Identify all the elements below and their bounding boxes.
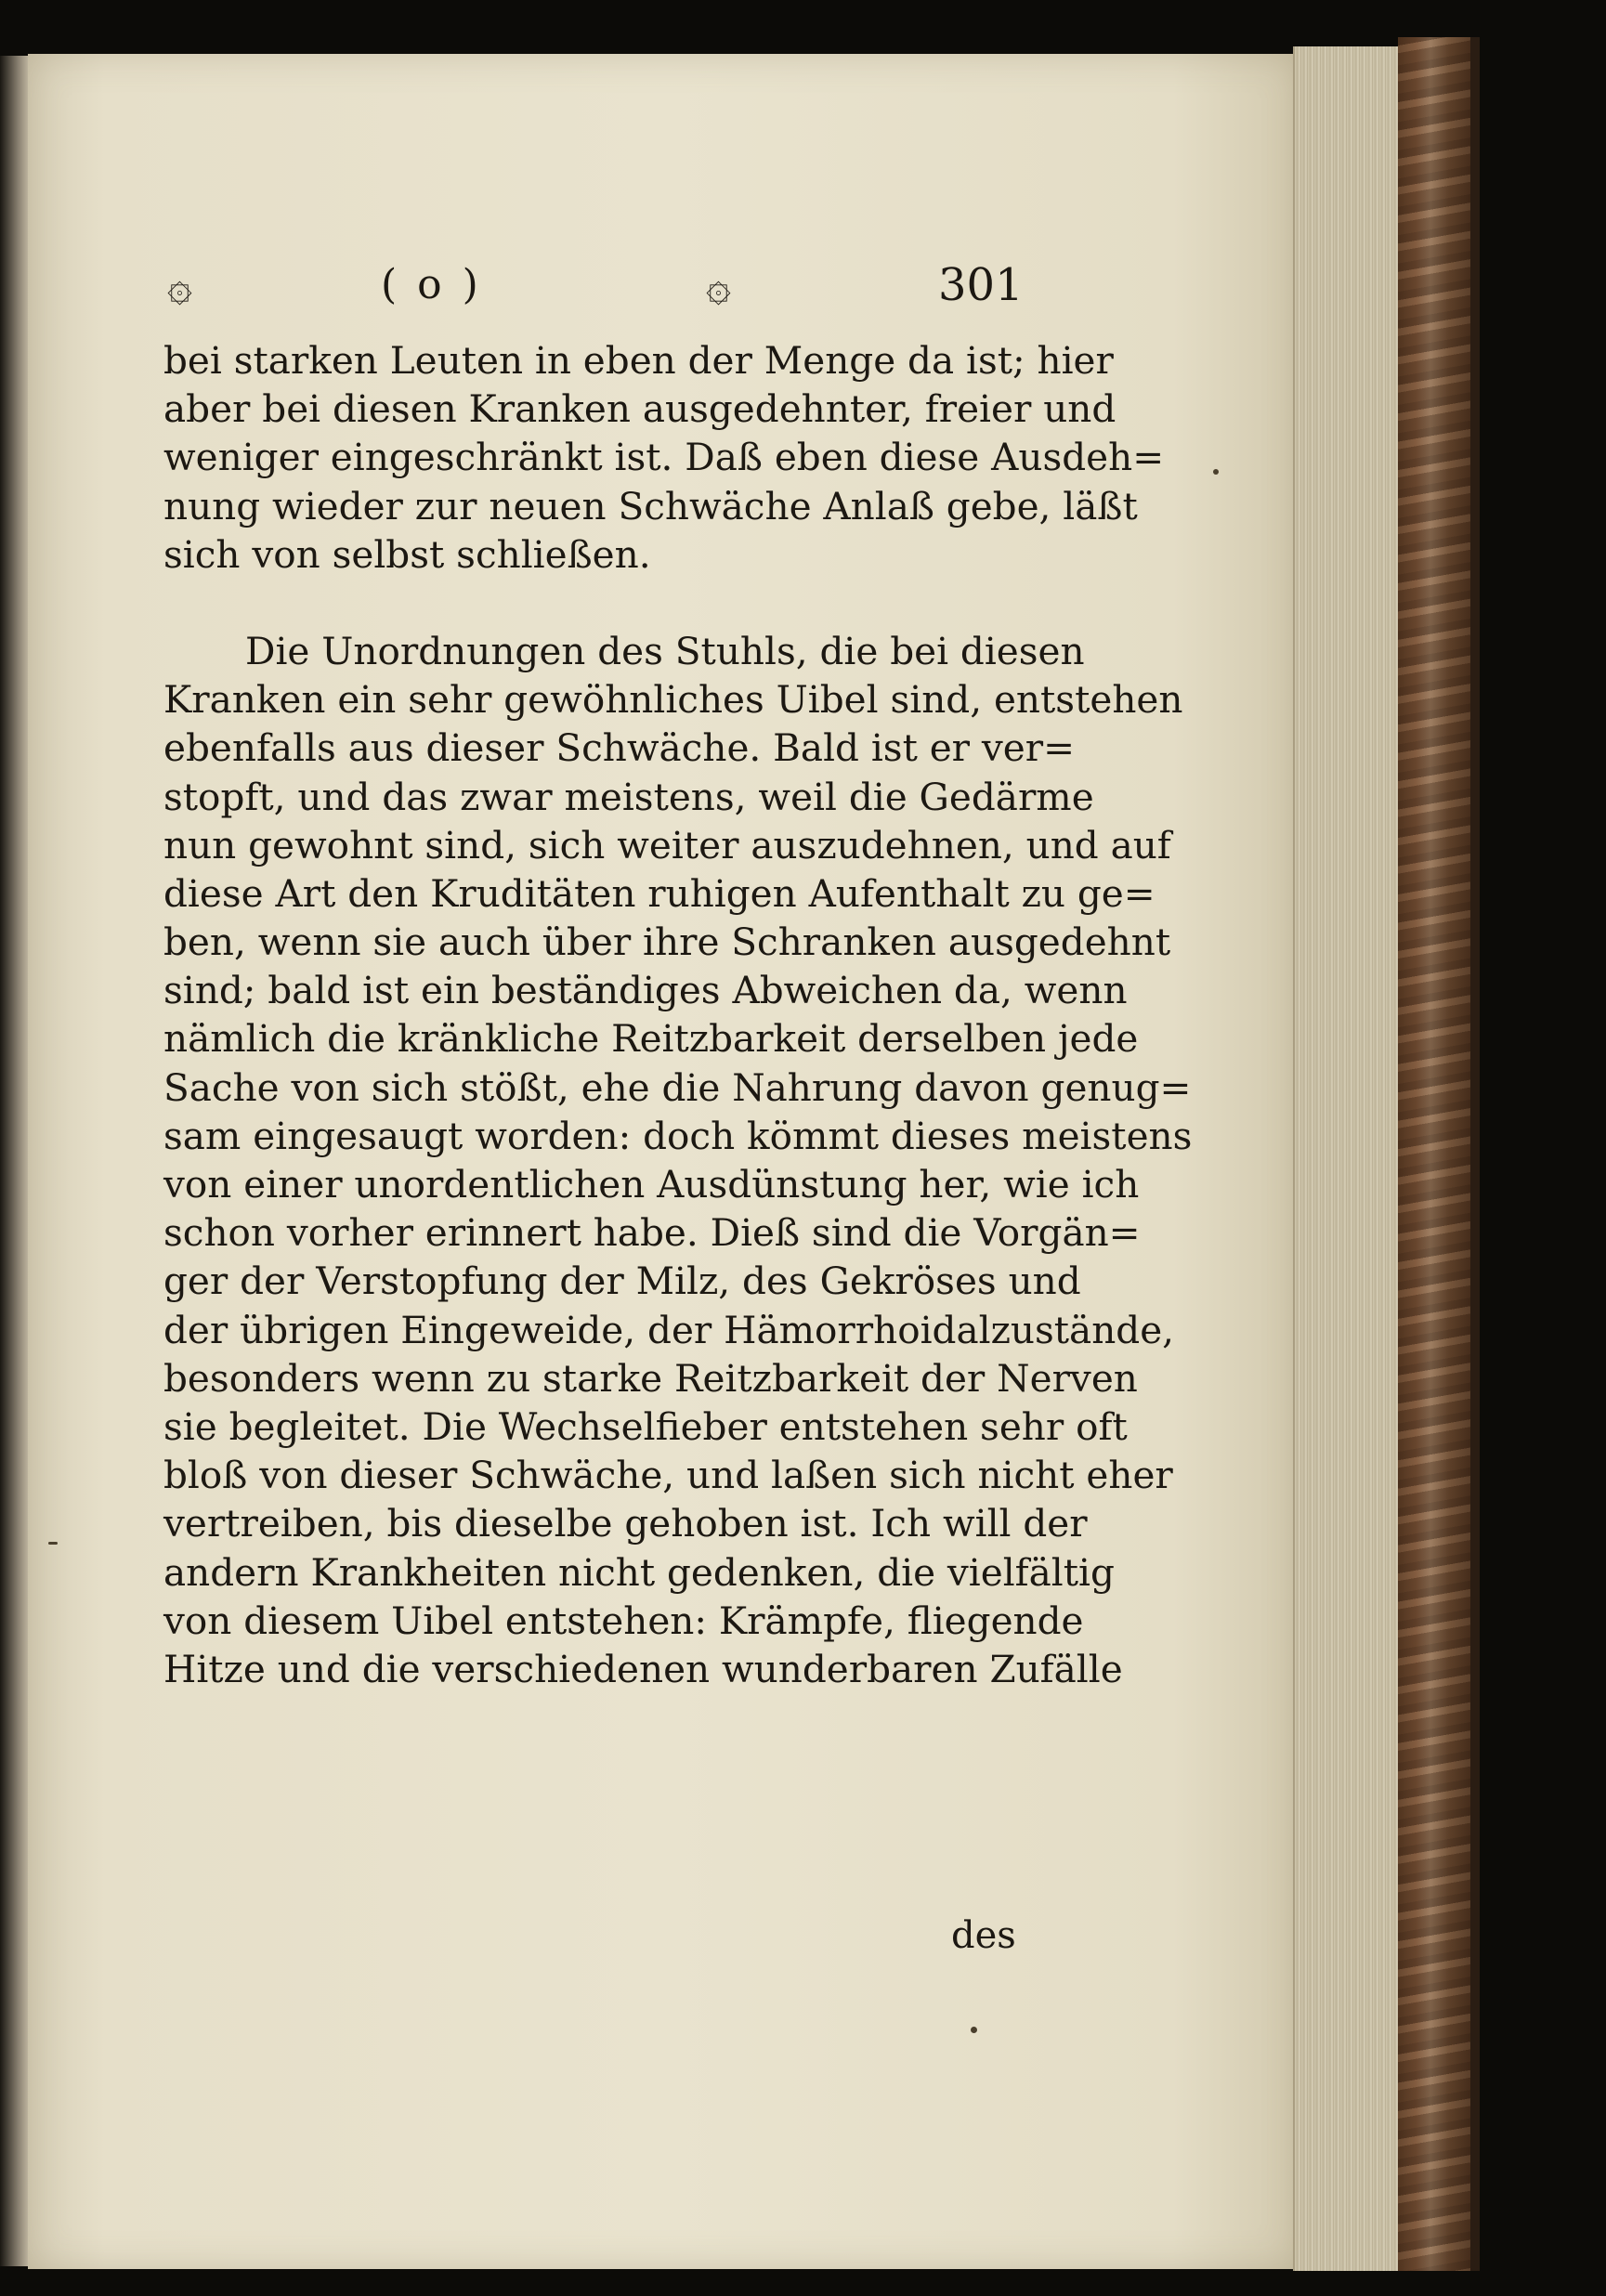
running-header [167,253,1059,318]
text-line: nun gewohnt sind, sich weiter auszudehnen, und auf [163,822,1171,868]
text-line: Hitze und die verschiedenen wunderbaren Zufälle [163,1646,1123,1691]
text-line: ger der Verstopfung der Milz, des Gekröses und [163,1259,1081,1304]
body-text [163,336,1193,1693]
text-line: Sache von sich stößt, ehe die Nahrung davon genug= [163,1064,1192,1110]
text-line: nung wieder zur neuen Schwäche Anlaß gebe, läßt [163,483,1138,528]
ornament-left-icon: ۞ [167,260,192,310]
text-line: von diesem Uibel entstehen: Krämpfe, fliegende [163,1598,1084,1643]
ink-speck [1213,469,1219,475]
catchword: des [951,1914,1016,1957]
text-line: von einer unordentlichen Ausdünstung her, wie ich [163,1162,1140,1207]
ink-speck [48,1542,58,1545]
ink-speck [971,2027,977,2033]
text-line: sich von selbst schließen. [163,531,651,577]
paragraph-1 [163,336,1165,579]
text-line: schon vorher erinnert habe. Dieß sind die Vorgän= [163,1210,1141,1256]
text-line: sie begleitet. Die Wechselfieber entstehen sehr oft [163,1403,1128,1449]
paragraph-2 [163,627,1193,1693]
text-line: sam eingesaugt worden: doch kömmt dieses meistens [163,1113,1193,1158]
ornament-right-icon: ۞ [706,260,731,310]
text-line: Kranken ein sehr gewöhnliches Uibel sind, entstehen [163,677,1183,723]
text-line: andern Krankheiten nicht gedenken, die vielfältig [163,1549,1115,1595]
text-line: nämlich die kränkliche Reitzbarkeit derselben jede [163,1016,1139,1062]
left-page-edge [0,56,32,2266]
marbled-cover-board [1398,37,1470,2271]
header-title: ( o ) [381,261,482,308]
page-number: 301 [938,259,1024,311]
text-line: bloß von dieser Schwäche, und laßen sich nicht eher [163,1453,1173,1498]
text-line: aber bei diesen Kranken ausgedehnter, freier und [163,386,1116,432]
text-line: weniger eingeschränkt ist. Daß eben diese Ausdeh= [163,435,1165,480]
page-block-edge [1293,46,1404,2271]
text-line: ebenfalls aus dieser Schwäche. Bald ist er ver= [163,725,1076,771]
text-line: stopft, und das zwar meistens, weil die Gedärme [163,774,1094,819]
text-line: bei starken Leuten in eben der Menge da ist; hier [163,338,1114,383]
cover-edge [1470,37,1480,2271]
text-line: Die Unordnungen des Stuhls, die bei diesen [245,628,1085,673]
text-line: ben, wenn sie auch über ihre Schranken ausgedehnt [163,920,1171,965]
text-line: der übrigen Eingeweide, der Hämorrhoidalzustände, [163,1307,1175,1352]
text-line: diese Art den Kruditäten ruhigen Aufenthalt zu ge= [163,870,1156,916]
text-line: sind; bald ist ein beständiges Abweichen da, wenn [163,968,1128,1013]
text-line: besonders wenn zu starke Reitzbarkeit der Nerven [163,1355,1138,1401]
text-line: vertreiben, bis dieselbe gehoben ist. Ich will der [163,1501,1088,1546]
